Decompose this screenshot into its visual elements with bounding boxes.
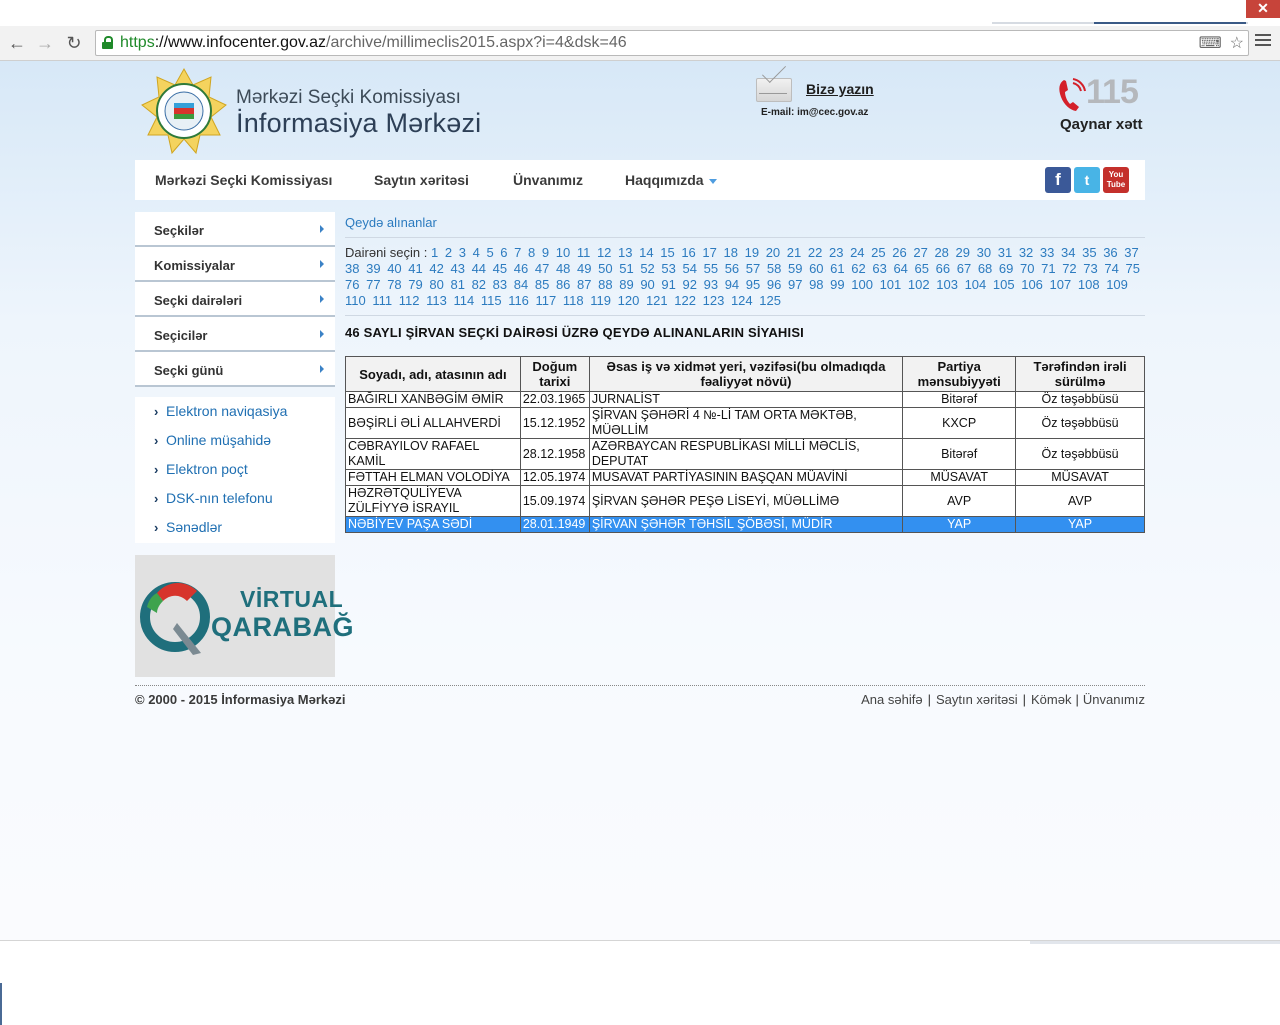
district-link[interactable]: 34 <box>1061 245 1076 260</box>
district-link[interactable]: 60 <box>809 261 824 276</box>
district-link[interactable]: 92 <box>682 277 697 292</box>
close-window-icon[interactable]: ✕ <box>1246 0 1280 18</box>
district-link[interactable]: 90 <box>640 277 655 292</box>
district-link[interactable]: 97 <box>787 277 803 292</box>
table-cell: JURNALİST <box>589 392 902 408</box>
district-link[interactable]: 62 <box>851 261 866 276</box>
district-link[interactable]: 109 <box>1106 277 1128 292</box>
column-header: Tərəfindən irəli sürülmə <box>1016 357 1145 392</box>
footer-link-help[interactable]: Kömək <box>1031 692 1072 707</box>
table-row[interactable] <box>346 408 1145 439</box>
district-link[interactable]: 119 <box>590 293 611 308</box>
window-titlebar <box>0 0 1280 26</box>
table-cell: ŞİRVAN ŞƏHƏR TƏHSİL ŞÖBƏSİ, MÜDİR <box>589 517 902 533</box>
sidebar-item-voters[interactable] <box>135 317 335 352</box>
district-link[interactable]: 118 <box>562 293 584 308</box>
browser-menu-icon[interactable] <box>1255 34 1271 50</box>
tab-strip-active <box>1094 22 1246 24</box>
district-link[interactable]: 20 <box>765 245 781 260</box>
virtual-qarabag-logo-icon <box>137 573 217 659</box>
district-link[interactable]: 65 <box>914 261 929 276</box>
chevron-right-icon <box>320 365 324 373</box>
district-link[interactable]: 28 <box>934 245 949 260</box>
link-label: Elektron poçt <box>166 461 248 477</box>
sidebar-item-label: Seçicilər <box>154 328 208 343</box>
sidebar-item-districts[interactable] <box>135 282 335 317</box>
district-link[interactable]: 10 <box>555 245 571 260</box>
district-link[interactable]: 124 <box>730 293 753 308</box>
chevron-right-icon <box>320 260 324 268</box>
district-link[interactable]: 112 <box>398 293 420 308</box>
district-link[interactable]: 68 <box>977 261 993 276</box>
org-name-line1: Mərkəzi Seçki Komissiyası <box>236 87 461 108</box>
district-link[interactable]: 27 <box>913 245 928 260</box>
district-link[interactable]: 63 <box>872 261 887 276</box>
footer-links: Ana səhifə | Saytın xəritəsi | Kömək | Ünvanımız <box>861 692 1145 707</box>
envelope-icon[interactable] <box>756 78 792 102</box>
banner-line2: QARABAĞ <box>211 612 354 642</box>
district-link[interactable]: 77 <box>366 277 381 292</box>
district-link[interactable]: 50 <box>598 261 613 276</box>
district-link[interactable]: 1 <box>431 245 439 260</box>
district-selector-label: Dairəni seçin : <box>345 245 428 260</box>
district-link[interactable]: 69 <box>998 261 1014 276</box>
lock-icon <box>102 36 113 48</box>
district-link[interactable]: 67 <box>956 261 972 276</box>
district-link[interactable]: 29 <box>955 245 971 260</box>
sidebar-item-label: Seçki dairələri <box>154 293 243 308</box>
district-link[interactable]: 15 <box>660 245 675 260</box>
district-link[interactable]: 72 <box>1062 261 1077 276</box>
district-link[interactable]: 113 <box>426 293 447 308</box>
chevron-right-icon: › <box>154 491 159 506</box>
table-cell: ŞİRVAN ŞƏHƏRİ 4 №-Lİ TAM ORTA MƏKTƏB, MÜƏLLİM <box>589 408 902 439</box>
district-link[interactable]: 93 <box>703 277 719 292</box>
table-cell: HƏZRƏTQULİYEVA ZÜLFİYYƏ İSRAYIL <box>346 486 521 517</box>
divider <box>345 315 1145 316</box>
district-link[interactable]: 46 <box>513 261 529 276</box>
district-link[interactable]: 76 <box>345 277 360 292</box>
district-link[interactable]: 57 <box>745 261 761 276</box>
chevron-right-icon <box>320 295 324 303</box>
table-row[interactable] <box>346 470 1145 486</box>
district-link[interactable]: 84 <box>513 277 529 292</box>
nav-item-address[interactable]: Ünvanımız <box>513 172 584 188</box>
table-header-row <box>346 357 1145 392</box>
district-link[interactable]: 107 <box>1049 277 1072 292</box>
district-link[interactable]: 2 <box>444 245 453 260</box>
district-link[interactable]: 114 <box>453 293 475 308</box>
district-link[interactable]: 33 <box>1039 245 1055 260</box>
district-link[interactable]: 96 <box>766 277 782 292</box>
district-link[interactable]: 99 <box>830 277 845 292</box>
district-link[interactable]: 5 <box>486 245 494 260</box>
district-link[interactable]: 79 <box>408 277 423 292</box>
org-name-line2: İnformasiya Mərkəzi <box>236 108 482 138</box>
district-link[interactable]: 31 <box>997 245 1013 260</box>
district-link[interactable]: 16 <box>681 245 696 260</box>
district-link[interactable]: 23 <box>828 245 844 260</box>
sidebar-item-election-day[interactable] <box>135 352 335 387</box>
table-cell: ŞİRVAN ŞƏHƏR PEŞƏ LİSEYİ, MÜƏLLİMƏ <box>589 486 902 517</box>
link-label: Elektron naviqasiya <box>166 403 288 419</box>
district-link[interactable]: 9 <box>541 245 550 260</box>
reload-icon[interactable]: ↻ <box>66 33 82 53</box>
url-text[interactable] <box>120 34 627 52</box>
district-link[interactable]: 87 <box>577 277 592 292</box>
district-link[interactable]: 110 <box>345 293 366 308</box>
district-link[interactable]: 81 <box>450 277 465 292</box>
district-link[interactable]: 108 <box>1077 277 1100 292</box>
district-link[interactable]: 105 <box>992 277 1015 292</box>
divider <box>0 983 2 1025</box>
table-cell: 15.12.1952 <box>520 408 589 439</box>
nav-item-about-label: Haqqımızda <box>625 172 704 188</box>
district-link[interactable]: 44 <box>471 261 487 276</box>
link-e-navigation[interactable] <box>135 397 335 426</box>
nav-item-sitemap[interactable]: Saytın xəritəsi <box>374 172 469 188</box>
virtual-qarabag-banner[interactable] <box>135 555 354 677</box>
district-link[interactable]: 103 <box>936 277 958 292</box>
district-link[interactable]: 8 <box>528 245 536 260</box>
district-link[interactable]: 11 <box>576 245 591 260</box>
footer-divider <box>135 685 1145 686</box>
nav-item-about[interactable] <box>625 172 717 188</box>
link-label: Sənədlər <box>166 519 223 535</box>
url-host: ://www.infocenter.gov.az <box>154 34 327 51</box>
district-link[interactable]: 38 <box>345 261 360 276</box>
district-link[interactable]: 7 <box>514 245 522 260</box>
district-link[interactable]: 17 <box>702 245 717 260</box>
chevron-right-icon <box>320 330 324 338</box>
sidebar-menu <box>135 212 335 387</box>
district-link[interactable]: 43 <box>450 261 465 276</box>
district-link[interactable]: 111 <box>372 293 393 308</box>
link-label: DSK-nın telefonu <box>166 490 273 506</box>
table-row[interactable] <box>346 486 1145 517</box>
table-cell: Bitərəf <box>903 392 1016 408</box>
district-link[interactable]: 25 <box>871 245 886 260</box>
divider <box>1030 941 1280 944</box>
district-link[interactable]: 123 <box>702 293 725 308</box>
district-link[interactable]: 51 <box>619 261 634 276</box>
hotline-label: Qaynar xətt <box>1060 116 1143 133</box>
district-link[interactable]: 54 <box>682 261 697 276</box>
district-link[interactable]: 40 <box>387 261 402 276</box>
district-link[interactable]: 45 <box>492 261 508 276</box>
table-cell: MÜSAVAT <box>1016 470 1145 486</box>
table-cell: NƏBİYEV PAŞA SƏDİ <box>346 517 521 533</box>
footer-link-address[interactable]: Ünvanımız <box>1082 692 1145 707</box>
translate-icon[interactable]: ⌨ <box>1198 35 1222 52</box>
district-link[interactable]: 104 <box>964 277 987 292</box>
district-link[interactable]: 74 <box>1104 261 1119 276</box>
nav-item-commission[interactable]: Mərkəzi Seçki Komissiyası <box>155 172 333 188</box>
table-cell: YAP <box>1016 517 1145 533</box>
bookmark-star-icon[interactable]: ☆ <box>1229 35 1244 52</box>
district-link[interactable]: 83 <box>492 277 508 292</box>
district-link[interactable]: 4 <box>472 245 480 260</box>
column-header: Partiya mənsubiyyəti <box>903 357 1016 392</box>
table-cell: Bitərəf <box>903 439 1016 470</box>
district-link[interactable]: 70 <box>1020 261 1035 276</box>
link-e-mail[interactable] <box>135 455 335 484</box>
district-link[interactable]: 94 <box>724 277 740 292</box>
table-cell: 22.03.1965 <box>520 392 589 408</box>
district-link[interactable]: 75 <box>1125 261 1140 276</box>
district-link[interactable]: 53 <box>661 261 676 276</box>
footer-link-sitemap[interactable]: Saytın xəritəsi <box>935 692 1018 707</box>
district-link[interactable]: 47 <box>534 261 550 276</box>
divider <box>345 237 1145 238</box>
district-link[interactable]: 98 <box>809 277 824 292</box>
district-link[interactable]: 48 <box>555 261 571 276</box>
sidebar-item-label: Seçkilər <box>154 223 204 238</box>
table-cell: 15.09.1974 <box>520 486 589 517</box>
district-link[interactable]: 116 <box>508 293 529 308</box>
link-online-monitoring[interactable] <box>135 426 335 455</box>
district-link[interactable]: 71 <box>1041 261 1056 276</box>
district-link[interactable]: 78 <box>387 277 402 292</box>
district-link[interactable]: 24 <box>850 245 865 260</box>
column-header: Soyadı, adı, atasının adı <box>346 357 521 392</box>
district-link[interactable]: 100 <box>851 277 873 292</box>
table-cell: 28.12.1958 <box>520 439 589 470</box>
sidebar-item-commissions[interactable] <box>135 247 335 282</box>
table-cell: YAP <box>903 517 1016 533</box>
table-cell: MUSAVAT PARTİYASININ BAŞQAN MÜAVİNİ <box>589 470 902 486</box>
column-header: Əsas iş və xidmət yeri, vəzifəsi(bu olmadıqda fəaliyyət növü) <box>589 357 902 392</box>
district-selector <box>345 245 1145 309</box>
table-cell: Öz təşəbbüsü <box>1016 392 1145 408</box>
district-link[interactable]: 37 <box>1124 245 1139 260</box>
sidebar-item-label: Seçki günü <box>154 363 224 378</box>
chevron-right-icon: › <box>154 462 159 477</box>
chevron-right-icon: › <box>154 520 159 535</box>
browser-toolbar <box>0 26 1280 61</box>
footer-link-home[interactable]: Ana səhifə <box>861 692 923 707</box>
district-link[interactable]: 42 <box>429 261 444 276</box>
table-cell: KXCP <box>903 408 1016 439</box>
phone-icon <box>1056 77 1086 113</box>
district-link[interactable]: 80 <box>429 277 444 292</box>
forward-icon[interactable]: → <box>36 33 54 53</box>
table-cell: AVP <box>903 486 1016 517</box>
table-cell: AVP <box>1016 486 1145 517</box>
table-cell: CƏBRAYILOV RAFAEL KAMİL <box>346 439 521 470</box>
list-title: 46 SAYLI ŞİRVAN SEÇKİ DAİRƏSİ ÜZRƏ QEYDƏ ALINANLARIN SİYAHISI <box>345 325 804 340</box>
district-link[interactable]: 122 <box>674 293 696 308</box>
district-link[interactable]: 64 <box>893 261 908 276</box>
back-icon[interactable]: ← <box>8 33 26 53</box>
url-scheme: https <box>120 34 155 51</box>
district-link[interactable]: 117 <box>535 293 557 308</box>
table-cell: BƏŞİRLİ ƏLİ ALLAHVERDİ <box>346 408 521 439</box>
table-cell: AZƏRBAYCAN RESPUBLİKASI MİLLİ MƏCLİS, DEPUTAT <box>589 439 902 470</box>
district-link[interactable]: 55 <box>703 261 719 276</box>
district-link[interactable]: 58 <box>766 261 782 276</box>
table-row[interactable] <box>346 517 1145 533</box>
top-navigation <box>135 160 1145 200</box>
district-link[interactable]: 22 <box>807 245 823 260</box>
district-link[interactable]: 115 <box>480 293 502 308</box>
breadcrumb[interactable]: Qeydə alınanlar <box>345 215 437 230</box>
district-link[interactable]: 36 <box>1103 245 1118 260</box>
link-dsk-phone[interactable] <box>135 484 335 513</box>
district-link[interactable]: 13 <box>618 245 633 260</box>
district-link[interactable]: 41 <box>408 261 423 276</box>
district-link[interactable]: 56 <box>724 261 740 276</box>
district-link[interactable]: 66 <box>935 261 951 276</box>
district-link[interactable]: 89 <box>619 277 634 292</box>
district-link[interactable]: 49 <box>577 261 592 276</box>
column-header: Doğum tarixi <box>520 357 589 392</box>
copyright: © 2000 - 2015 İnformasiya Mərkəzi <box>135 692 346 707</box>
url-path: /archive/millimeclis2015.aspx?i=4&dsk=46 <box>326 34 627 51</box>
youtube-icon[interactable]: You Tube <box>1103 167 1129 193</box>
table-row[interactable] <box>346 392 1145 408</box>
district-link[interactable]: 6 <box>500 245 508 260</box>
table-cell: Öz təşəbbüsü <box>1016 439 1145 470</box>
chevron-right-icon <box>320 225 324 233</box>
district-link[interactable]: 59 <box>787 261 803 276</box>
district-link[interactable]: 95 <box>745 277 761 292</box>
district-link[interactable]: 91 <box>661 277 676 292</box>
district-link[interactable]: 120 <box>617 293 640 308</box>
sidebar-item-label: Komissiyalar <box>154 258 235 273</box>
quick-links <box>135 397 335 543</box>
district-link[interactable]: 32 <box>1018 245 1034 260</box>
bottom-panel <box>0 940 1280 1025</box>
emblem-logo-icon[interactable] <box>140 67 228 155</box>
banner-line1: VİRTUAL <box>240 586 344 612</box>
district-link[interactable]: 39 <box>366 261 381 276</box>
table-row[interactable] <box>346 439 1145 470</box>
table-cell: FƏTTAH ELMAN VOLODİYA <box>346 470 521 486</box>
district-link[interactable]: 3 <box>458 245 466 260</box>
district-link[interactable]: 102 <box>907 277 930 292</box>
district-link[interactable]: 85 <box>534 277 550 292</box>
district-link[interactable]: 121 <box>645 293 668 308</box>
district-link[interactable]: 82 <box>471 277 487 292</box>
sidebar-item-elections[interactable] <box>135 212 335 247</box>
twitter-icon[interactable]: t <box>1074 167 1100 193</box>
district-link[interactable]: 73 <box>1083 261 1098 276</box>
write-us-link[interactable]: Bizə yazın <box>806 81 874 97</box>
caret-down-icon <box>709 179 717 184</box>
district-link[interactable]: 125 <box>759 293 781 308</box>
district-link[interactable]: 18 <box>723 245 738 260</box>
page <box>0 61 1280 940</box>
table-cell: 28.01.1949 <box>520 517 589 533</box>
table-cell: MÜSAVAT <box>903 470 1016 486</box>
link-documents[interactable] <box>135 513 335 542</box>
candidates-table <box>345 356 1145 533</box>
hotline-number: 115 <box>1086 73 1138 111</box>
facebook-icon[interactable]: f <box>1045 167 1071 193</box>
address-bar[interactable] <box>95 30 1249 56</box>
district-link[interactable]: 12 <box>596 245 612 260</box>
district-link[interactable]: 19 <box>744 245 760 260</box>
district-link[interactable]: 101 <box>879 277 902 292</box>
district-link[interactable]: 26 <box>892 245 907 260</box>
district-link[interactable]: 21 <box>786 245 802 260</box>
chevron-right-icon: › <box>154 433 159 448</box>
table-cell: 12.05.1974 <box>520 470 589 486</box>
district-link[interactable]: 30 <box>976 245 992 260</box>
table-cell: Öz təşəbbüsü <box>1016 408 1145 439</box>
table-cell: BAĞIRLI XANBƏGİM ƏMİR <box>346 392 521 408</box>
contact-email: E-mail: im@cec.gov.az <box>761 107 869 118</box>
chevron-right-icon: › <box>154 404 159 419</box>
district-link[interactable]: 35 <box>1082 245 1097 260</box>
link-label: Online müşahidə <box>166 432 272 448</box>
district-link[interactable]: 52 <box>640 261 655 276</box>
district-link[interactable]: 61 <box>830 261 845 276</box>
district-link[interactable]: 106 <box>1021 277 1043 292</box>
district-link[interactable]: 86 <box>555 277 571 292</box>
district-link[interactable]: 14 <box>639 245 654 260</box>
district-link[interactable]: 88 <box>598 277 613 292</box>
